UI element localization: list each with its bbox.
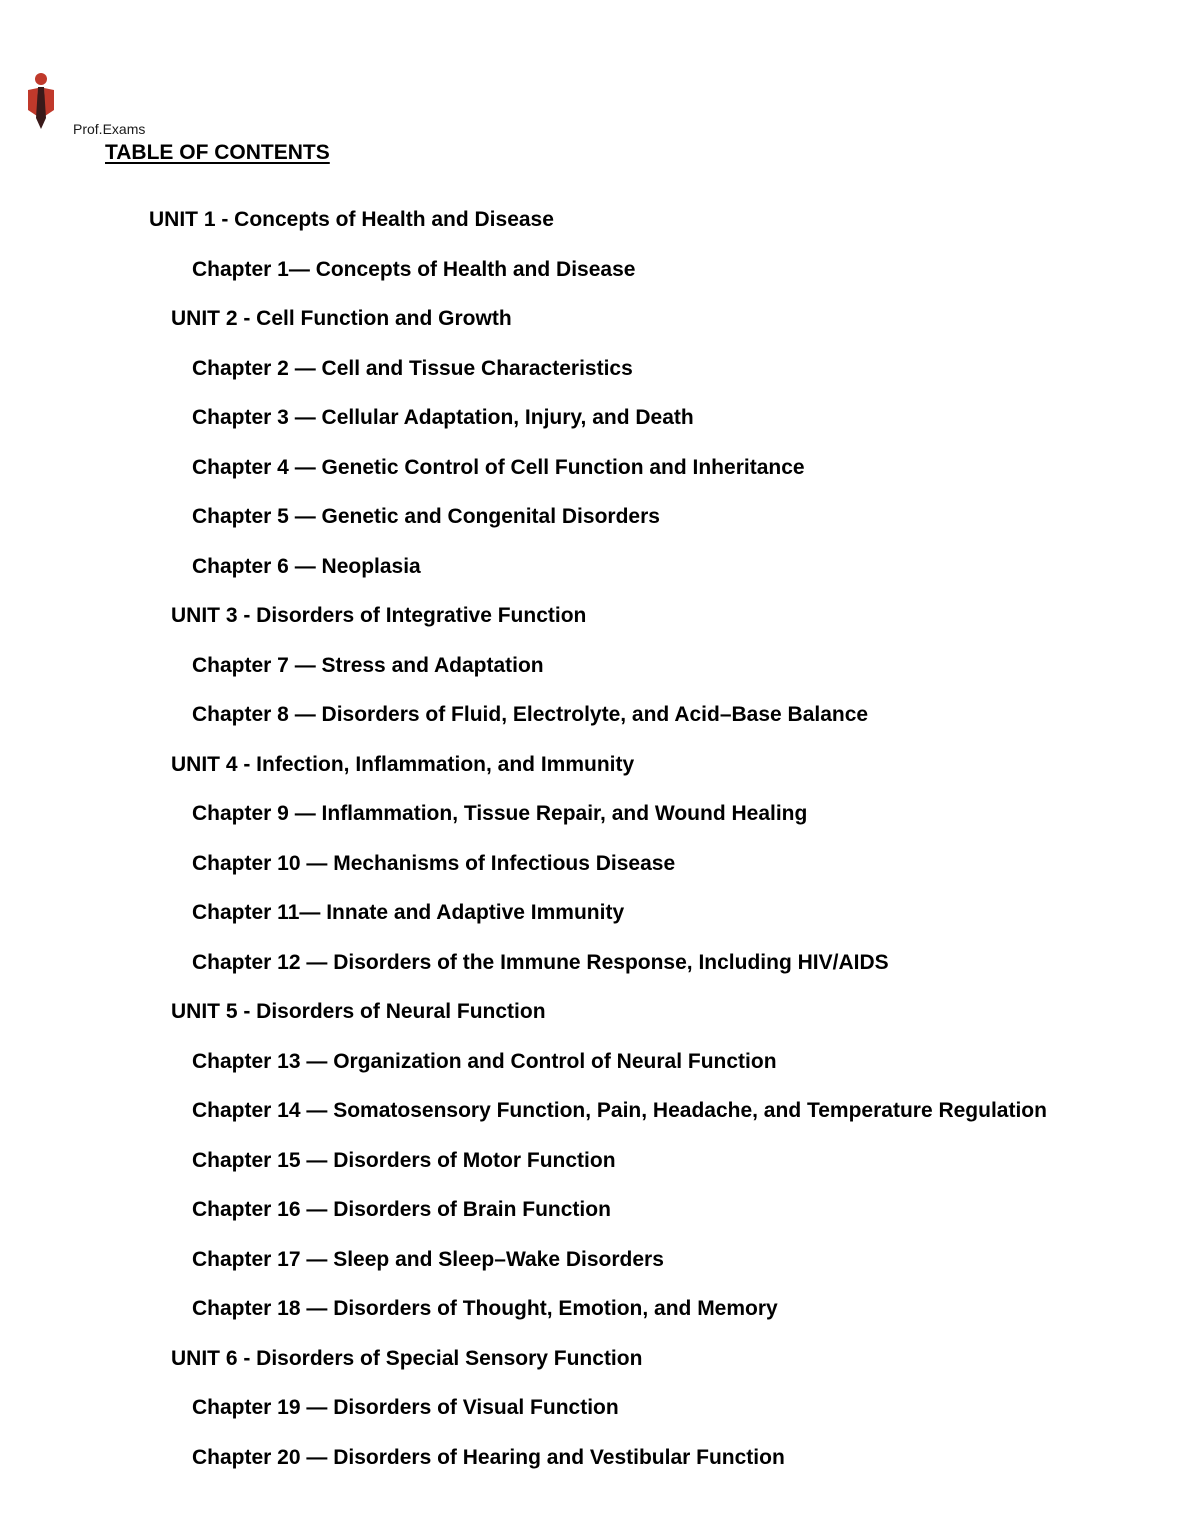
toc-chapter-8: Chapter 8 — Disorders of Fluid, Electrolyte, and Acid–Base Balance: [192, 703, 869, 726]
prof-exams-logo-icon: [24, 72, 58, 130]
toc-unit-5: UNIT 5 - Disorders of Neural Function: [171, 1000, 546, 1023]
toc-unit-6: UNIT 6 - Disorders of Special Sensory Function: [171, 1347, 643, 1370]
toc-chapter-3: Chapter 3 — Cellular Adaptation, Injury, and Death: [192, 406, 694, 429]
toc-chapter-7: Chapter 7 — Stress and Adaptation: [192, 654, 544, 677]
toc-unit-4: UNIT 4 - Infection, Inflammation, and Immunity: [171, 753, 635, 776]
toc-chapter-2: Chapter 2 — Cell and Tissue Characteristics: [192, 357, 633, 380]
toc-chapter-15: Chapter 15 — Disorders of Motor Function: [192, 1149, 616, 1172]
toc-chapter-18: Chapter 18 — Disorders of Thought, Emotion, and Memory: [192, 1297, 778, 1320]
toc-chapter-4: Chapter 4 — Genetic Control of Cell Function and Inheritance: [192, 456, 805, 479]
toc-chapter-11: Chapter 11— Innate and Adaptive Immunity: [192, 901, 625, 924]
toc-chapter-19: Chapter 19 — Disorders of Visual Function: [192, 1396, 619, 1419]
toc-chapter-6: Chapter 6 — Neoplasia: [192, 555, 421, 578]
toc-chapter-16: Chapter 16 — Disorders of Brain Function: [192, 1198, 611, 1221]
toc-chapter-1: Chapter 1— Concepts of Health and Disease: [192, 258, 636, 281]
toc-chapter-5: Chapter 5 — Genetic and Congenital Disorders: [192, 505, 660, 528]
toc-unit-3: UNIT 3 - Disorders of Integrative Function: [171, 604, 587, 627]
toc-unit-2: UNIT 2 - Cell Function and Growth: [171, 307, 512, 330]
toc-unit-1: UNIT 1 - Concepts of Health and Disease: [149, 208, 554, 231]
toc-chapter-12: Chapter 12 — Disorders of the Immune Response, Including HIV/AIDS: [192, 951, 889, 974]
brand-name: Prof.Exams: [73, 121, 146, 137]
toc-chapter-9: Chapter 9 — Inflammation, Tissue Repair, and Wound Healing: [192, 802, 808, 825]
toc-chapter-14: Chapter 14 — Somatosensory Function, Pain, Headache, and Temperature Regulation: [192, 1099, 1047, 1122]
toc-chapter-10: Chapter 10 — Mechanisms of Infectious Disease: [192, 852, 676, 875]
toc-chapter-17: Chapter 17 — Sleep and Sleep–Wake Disorders: [192, 1248, 664, 1271]
toc-chapter-20: Chapter 20 — Disorders of Hearing and Vestibular Function: [192, 1446, 785, 1469]
toc-chapter-13: Chapter 13 — Organization and Control of Neural Function: [192, 1050, 777, 1073]
page-title: TABLE OF CONTENTS: [105, 141, 330, 164]
